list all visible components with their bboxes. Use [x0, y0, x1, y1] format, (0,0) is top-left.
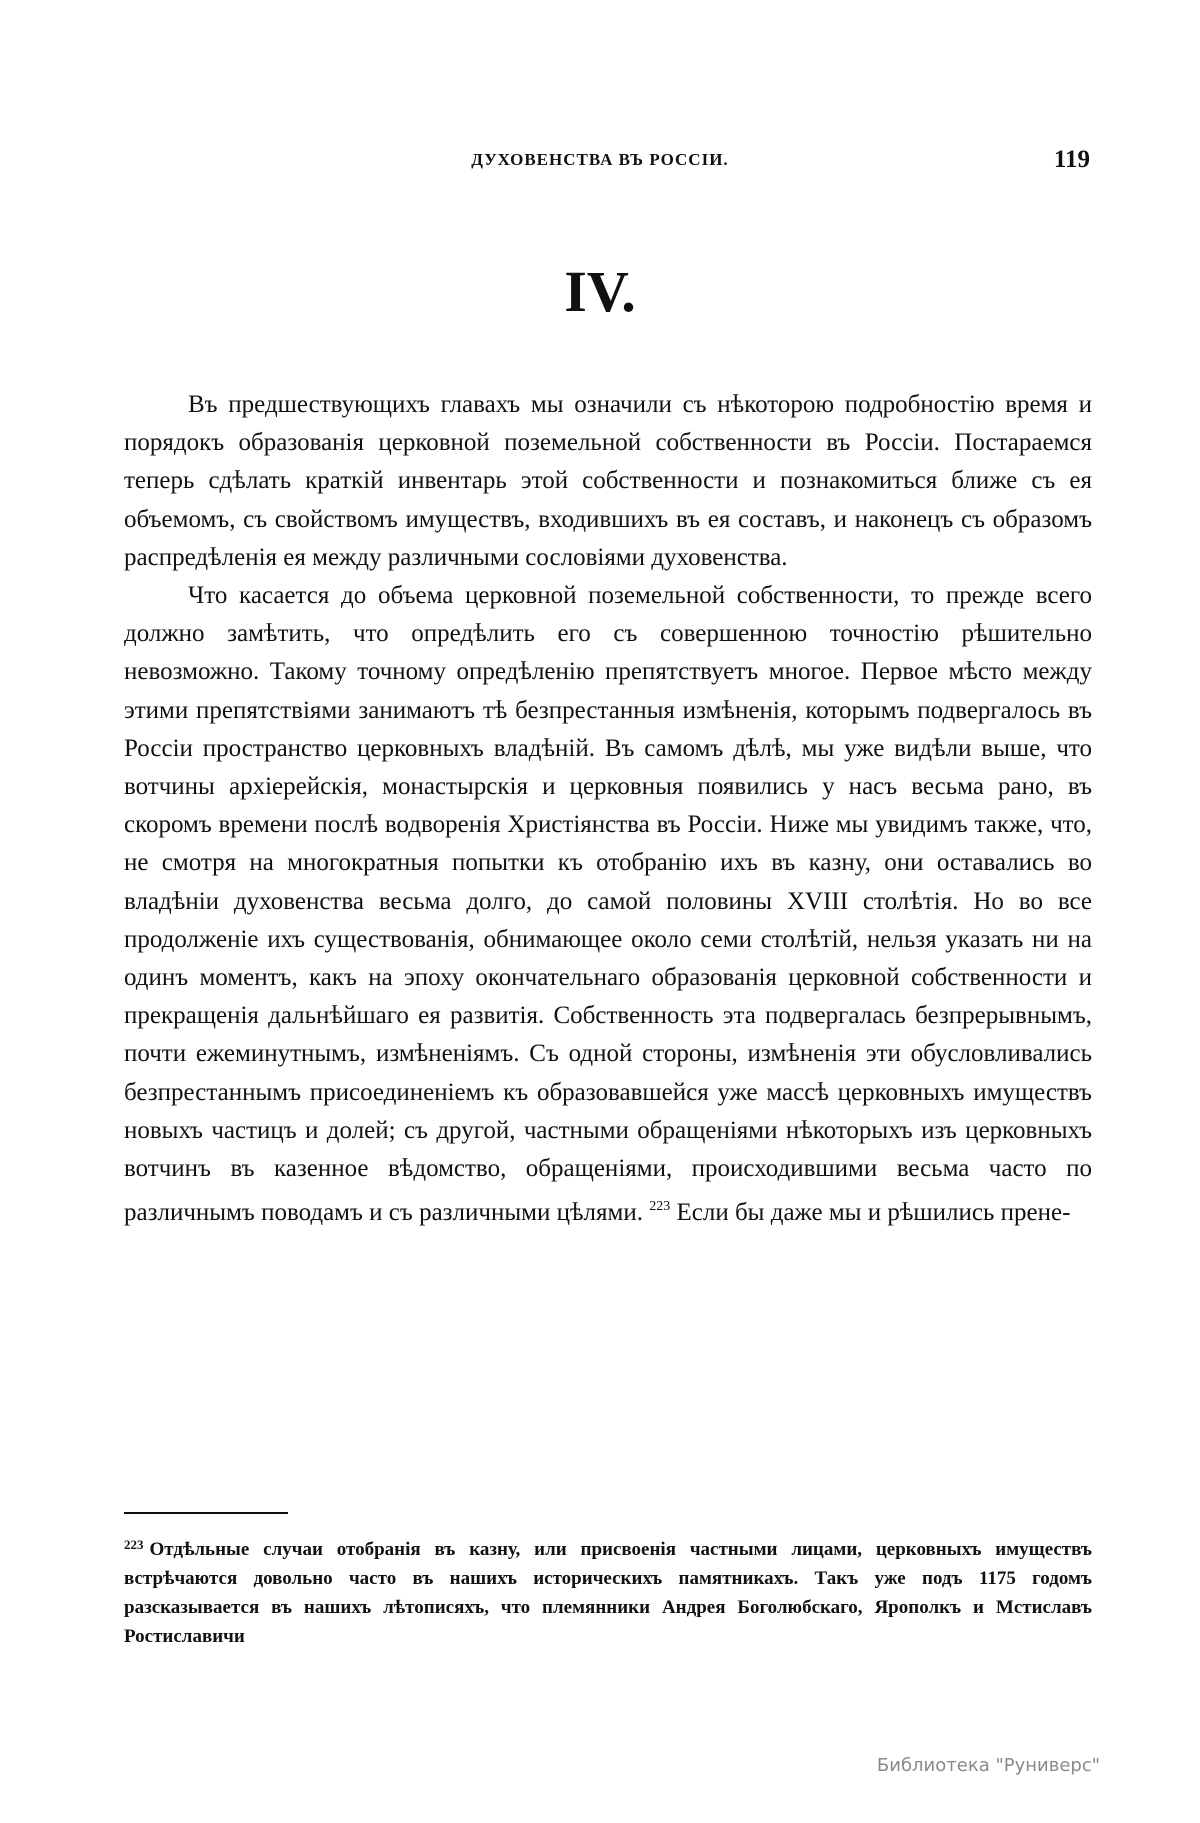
- chapter-title: IV.: [564, 259, 636, 324]
- paragraph-2: [124, 577, 1092, 1232]
- library-watermark: Библиотека "Руниверс": [876, 1755, 1100, 1776]
- page-number: 119: [1053, 146, 1090, 173]
- footnote: [124, 1530, 1092, 1651]
- paragraph-2-text: Что касается до объема церковной поземельной собственности, то прежде всего должно замѣтить, что опредѣлить его съ совершенною точностію рѣшительно невозможно. Такому точному опредѣленію препятствуетъ многое. Первое мѣсто между этими препятствіями занимаютъ тѣ безпрестанныя измѣненія, которымъ подвергалось въ Россіи пространство церковныхъ владѣній. Въ самомъ дѣлѣ, мы уже видѣли выше, что вотчины архіерейскія, монастырскія и церковныя появились у насъ весьма рано, въ скоромъ времени послѣ водворенія Христіянства въ Россіи. Ниже мы увидимъ также, что, не смотря на многократныя попытки къ отобранію ихъ въ казну, они оставались во владѣніи духовенства весьма долго, до самой половины XVIII столѣтія. Но во все продолженіе ихъ существованія, обнимающее около семи столѣтій, нельзя указать ни на одинъ моментъ, какъ на эпоху окончательнаго образованія церковной собственности и прекращенія дальнѣйшаго ея развитія. Собственность эта подвергалась безпрерывнымъ, почти ежеминутнымъ, измѣненіямъ. Съ одной стороны, измѣненія эти обусловливались безпрестаннымъ присоединеніемъ къ образовавшейся уже массѣ церковныхъ имуществъ новыхъ частицъ и долей; съ другой, частными обращеніями нѣкоторыхъ изъ церковныхъ вотчинъ въ казенное вѣдомство, обращеніями, происходившими весьма часто по различнымъ поводамъ и съ различными цѣлями.: [124, 582, 1092, 1227]
- paragraph-2-end: Если бы даже мы и рѣшились пренe-: [676, 1199, 1071, 1227]
- footnote-marker: 223: [124, 1537, 144, 1552]
- paragraph-1: Въ предшествующихъ главахъ мы означили съ нѣкоторою подробностію время и порядокъ образованія церковной поземельной собственности въ Россіи. Постараемся теперь сдѣлать краткій инвентарь этой собственности и познакомиться ближе съ ея объемомъ, съ свойствомъ имуществъ, входившихъ въ ея составъ, и наконецъ съ образомъ распредѣленія ея между различными сословіями духовенства.: [124, 391, 1092, 571]
- footnote-divider: [124, 1512, 288, 1514]
- footnote-text: Отдѣльные случаи отобранія въ казну, или присвоенія частными лицами, церковныхъ имуществъ встрѣчаются довольно часто въ нашихъ историческихъ памятникахъ. Такъ уже подъ 1175 годомъ разсказывается въ нашихъ лѣтописяхъ, что племянники Андрея Боголюбскаго, Ярополкъ и Мстиславъ Ростиславичи: [124, 1539, 1092, 1647]
- footnote-reference: 223: [649, 1199, 671, 1215]
- running-title: ДУХОВЕНСТВА ВЪ РОССІИ.: [471, 150, 729, 169]
- main-text: [124, 386, 1092, 1232]
